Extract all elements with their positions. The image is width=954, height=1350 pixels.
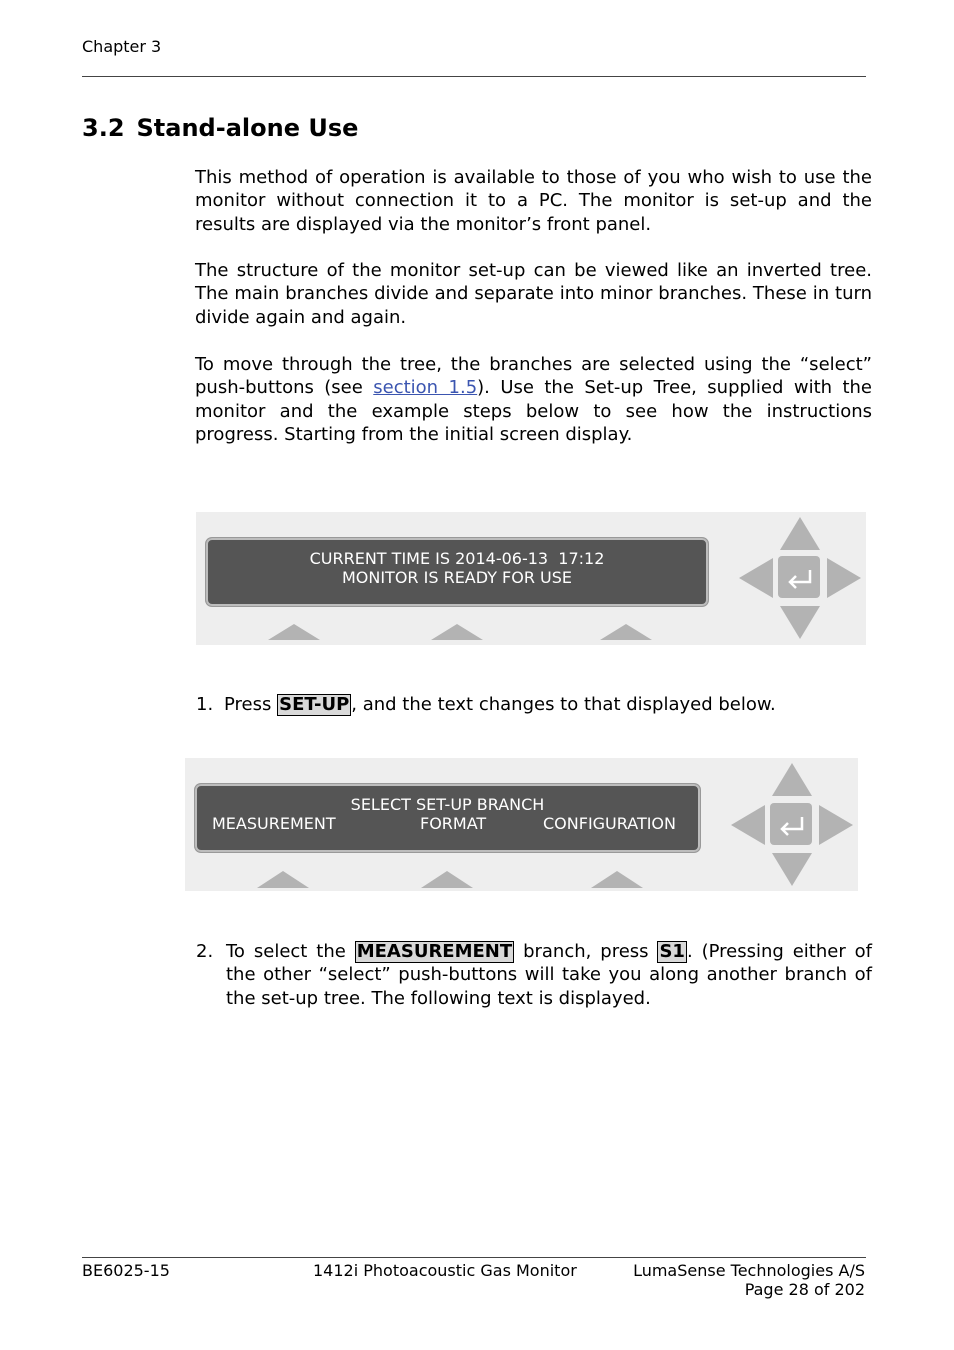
select-button-s1[interactable]	[268, 624, 320, 640]
footer-page: Page 28 of 202	[744, 1280, 865, 1299]
up-arrow-icon[interactable]	[772, 763, 812, 796]
lcd-option-format: FORMAT	[420, 814, 487, 833]
step-1-text-b: , and the text changes to that displayed below.	[351, 694, 776, 715]
footer-company: LumaSense Technologies A/S	[633, 1261, 865, 1280]
step-1-text	[224, 693, 776, 716]
measurement-key: MEASUREMENT	[356, 941, 513, 962]
header-chapter: Chapter 3	[82, 37, 162, 56]
enter-button[interactable]	[770, 803, 812, 845]
lcd-branch-title: SELECT SET-UP BRANCH	[350, 795, 545, 814]
step-2-number: 2.	[196, 941, 214, 962]
step-2-text	[226, 940, 872, 1010]
s1-key: S1	[659, 941, 685, 962]
left-arrow-icon[interactable]	[731, 805, 765, 845]
paragraph-2: The structure of the monitor set-up can be viewed like an inverted tree. The main branches divide and separate into minor branches. These in turn divide again and again.	[195, 260, 872, 328]
select-button-s2[interactable]	[431, 624, 483, 640]
footer-product: 1412i Photoacoustic Gas Monitor	[313, 1261, 577, 1280]
lcd-option-measurement: MEASUREMENT	[212, 814, 336, 833]
header-rule	[82, 76, 866, 77]
step-2-text-c: . (Pressing either of the other “select” push-buttons will take you along another branch of the set-up tree. The following text is displayed.	[226, 941, 873, 1009]
lcd-line-2: MONITOR IS READY FOR USE	[341, 568, 573, 587]
paragraph-3	[195, 353, 872, 447]
down-arrow-icon[interactable]	[780, 606, 820, 639]
step-2	[196, 940, 872, 1012]
section-title-text: Stand-alone Use	[136, 114, 359, 142]
enter-button[interactable]	[778, 556, 820, 598]
front-panel-buttons-1	[196, 512, 866, 645]
front-panel-buttons-2	[185, 758, 858, 891]
select-button-s3[interactable]	[591, 871, 643, 888]
lcd-line-1: CURRENT TIME IS 2014-06-13 17:12	[309, 549, 605, 568]
lcd-option-configuration: CONFIGURATION	[543, 814, 676, 833]
monitor-panel-1	[196, 512, 866, 645]
select-button-s3[interactable]	[600, 624, 652, 640]
step-2-text-b: branch, press	[514, 941, 658, 962]
paragraph-1: This method of operation is available to those of you who wish to use the monitor without connection it to a PC. The monitor is set-up and the results are displayed via the monitor’s front panel.	[195, 167, 872, 235]
select-button-s1[interactable]	[257, 871, 309, 888]
select-button-s2[interactable]	[421, 871, 473, 888]
up-arrow-icon[interactable]	[780, 517, 820, 550]
section-title	[82, 114, 358, 142]
setup-key: SET-UP	[279, 694, 350, 715]
paragraph-3-text-b: ). Use the Set-up Tree, supplied with the monitor and the example steps below to see how the instructions progress. Starting from the initial screen display.	[195, 377, 872, 446]
footer-doc-id: BE6025-15	[82, 1261, 170, 1280]
footer-rule	[82, 1257, 866, 1258]
monitor-panel-2	[185, 758, 858, 891]
down-arrow-icon[interactable]	[772, 853, 812, 886]
section-link[interactable]: section 1.5	[373, 377, 478, 399]
step-1-text-a: Press	[224, 694, 278, 715]
step-1-number: 1.	[196, 694, 214, 715]
paragraph-3-text-a: To move through the tree, the branches are selected using the “select” push-buttons (see	[195, 354, 872, 399]
left-arrow-icon[interactable]	[739, 558, 773, 598]
right-arrow-icon[interactable]	[819, 805, 853, 845]
step-1	[196, 693, 872, 717]
right-arrow-icon[interactable]	[827, 558, 861, 598]
step-2-text-a: To select the	[226, 941, 355, 962]
section-number: 3.2	[82, 114, 125, 142]
